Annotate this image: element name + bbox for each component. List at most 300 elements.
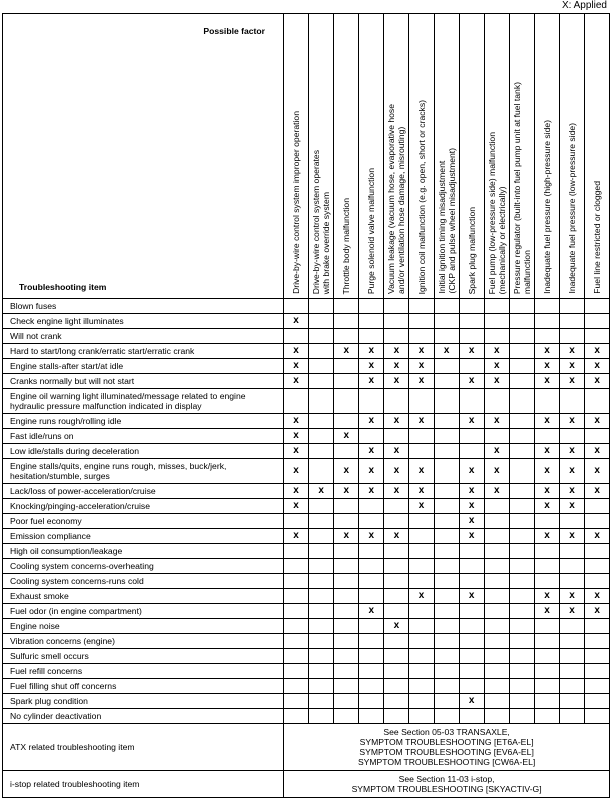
factor-label: Inadequate fuel pressure (low-pressure side) bbox=[567, 123, 578, 294]
applied-mark: x bbox=[334, 529, 359, 544]
applied-mark: x bbox=[585, 589, 610, 604]
empty-cell bbox=[434, 619, 459, 634]
empty-cell bbox=[484, 314, 509, 329]
troubleshooting-item-label: Fast idle/runs on bbox=[3, 429, 284, 444]
troubleshooting-item-label: Exhaust smoke bbox=[3, 589, 284, 604]
applied-mark: x bbox=[459, 529, 484, 544]
factor-label: Fuel pump (low-pressure side) malfunction (mechanically or electrically) bbox=[486, 131, 507, 294]
empty-cell bbox=[434, 544, 459, 559]
empty-cell bbox=[409, 389, 434, 414]
empty-cell bbox=[484, 694, 509, 709]
empty-cell bbox=[409, 329, 434, 344]
possible-factor-heading: Possible factor bbox=[203, 26, 265, 36]
reference-item-label: ATX related troubleshooting item bbox=[3, 724, 284, 771]
empty-cell bbox=[560, 514, 585, 529]
applied-mark: x bbox=[409, 499, 434, 514]
empty-cell bbox=[434, 664, 459, 679]
empty-cell bbox=[309, 314, 334, 329]
table-row bbox=[3, 649, 610, 664]
empty-cell bbox=[309, 574, 334, 589]
empty-cell bbox=[509, 634, 534, 649]
troubleshooting-item-label: Fuel refill concerns bbox=[3, 664, 284, 679]
empty-cell bbox=[509, 559, 534, 574]
applied-mark: x bbox=[585, 374, 610, 389]
empty-cell bbox=[459, 314, 484, 329]
empty-cell bbox=[309, 619, 334, 634]
reference-item-label: i-stop related troubleshooting item bbox=[3, 771, 284, 798]
applied-mark: x bbox=[484, 374, 509, 389]
applied-mark: x bbox=[484, 359, 509, 374]
empty-cell bbox=[359, 429, 384, 444]
applied-mark: x bbox=[459, 374, 484, 389]
applied-mark: x bbox=[560, 604, 585, 619]
empty-cell bbox=[434, 529, 459, 544]
applied-mark: x bbox=[359, 444, 384, 459]
empty-cell bbox=[484, 634, 509, 649]
empty-cell bbox=[509, 299, 534, 314]
empty-cell bbox=[384, 499, 409, 514]
empty-cell bbox=[509, 499, 534, 514]
empty-cell bbox=[585, 709, 610, 724]
empty-cell bbox=[309, 559, 334, 574]
empty-cell bbox=[434, 484, 459, 499]
empty-cell bbox=[484, 529, 509, 544]
empty-cell bbox=[509, 574, 534, 589]
applied-mark: x bbox=[434, 344, 459, 359]
factor-header-6 bbox=[409, 14, 434, 299]
factor-label: Vacuum leakage (vacuum hose, evaporative hose and/or ventilation hose damage, misrouting) bbox=[386, 104, 407, 294]
applied-mark: x bbox=[384, 619, 409, 634]
empty-cell bbox=[309, 679, 334, 694]
empty-cell bbox=[585, 619, 610, 634]
applied-mark: x bbox=[560, 359, 585, 374]
troubleshooting-item-label: Will not crank bbox=[3, 329, 284, 344]
empty-cell bbox=[585, 514, 610, 529]
empty-cell bbox=[284, 619, 309, 634]
applied-mark: x bbox=[284, 359, 309, 374]
empty-cell bbox=[509, 329, 534, 344]
empty-cell bbox=[560, 329, 585, 344]
empty-cell bbox=[459, 359, 484, 374]
table-row bbox=[3, 344, 610, 359]
empty-cell bbox=[359, 694, 384, 709]
empty-cell bbox=[334, 679, 359, 694]
empty-cell bbox=[534, 574, 559, 589]
applied-mark: x bbox=[384, 414, 409, 429]
empty-cell bbox=[509, 429, 534, 444]
empty-cell bbox=[459, 574, 484, 589]
empty-cell bbox=[459, 619, 484, 634]
empty-cell bbox=[284, 574, 309, 589]
factor-label: Pressure regulator (built-into fuel pump unit at fuel tank) malfunction bbox=[511, 81, 532, 294]
applied-mark: x bbox=[359, 604, 384, 619]
empty-cell bbox=[585, 499, 610, 514]
empty-cell bbox=[534, 679, 559, 694]
empty-cell bbox=[459, 444, 484, 459]
empty-cell bbox=[309, 414, 334, 429]
empty-cell bbox=[560, 389, 585, 414]
empty-cell bbox=[334, 709, 359, 724]
empty-cell bbox=[534, 329, 559, 344]
empty-cell bbox=[384, 429, 409, 444]
empty-cell bbox=[359, 679, 384, 694]
troubleshooting-item-label: Engine runs rough/rolling idle bbox=[3, 414, 284, 429]
empty-cell bbox=[409, 544, 434, 559]
factor-label: Drive-by-wire control system improper operation bbox=[291, 111, 302, 294]
applied-mark: x bbox=[459, 694, 484, 709]
empty-cell bbox=[334, 299, 359, 314]
empty-cell bbox=[509, 664, 534, 679]
empty-cell bbox=[309, 499, 334, 514]
corner-cell bbox=[3, 14, 284, 299]
empty-cell bbox=[384, 649, 409, 664]
empty-cell bbox=[309, 329, 334, 344]
empty-cell bbox=[434, 414, 459, 429]
empty-cell bbox=[359, 299, 384, 314]
troubleshooting-matrix bbox=[2, 13, 610, 798]
empty-cell bbox=[309, 709, 334, 724]
empty-cell bbox=[334, 514, 359, 529]
factor-header-2 bbox=[309, 14, 334, 299]
applied-mark: x bbox=[484, 444, 509, 459]
empty-cell bbox=[309, 299, 334, 314]
applied-mark: x bbox=[459, 514, 484, 529]
empty-cell bbox=[509, 374, 534, 389]
troubleshooting-item-label: Cranks normally but will not start bbox=[3, 374, 284, 389]
applied-mark: x bbox=[459, 484, 484, 499]
empty-cell bbox=[334, 374, 359, 389]
factor-header-8 bbox=[459, 14, 484, 299]
applied-mark: x bbox=[534, 374, 559, 389]
empty-cell bbox=[459, 299, 484, 314]
applied-mark: x bbox=[459, 344, 484, 359]
empty-cell bbox=[509, 414, 534, 429]
empty-cell bbox=[459, 664, 484, 679]
empty-cell bbox=[484, 619, 509, 634]
empty-cell bbox=[585, 299, 610, 314]
empty-cell bbox=[284, 559, 309, 574]
applied-mark: x bbox=[359, 359, 384, 374]
applied-mark: x bbox=[585, 459, 610, 484]
empty-cell bbox=[509, 619, 534, 634]
table-row bbox=[3, 634, 610, 649]
empty-cell bbox=[284, 634, 309, 649]
empty-cell bbox=[434, 299, 459, 314]
troubleshooting-item-label: Fuel odor (in engine compartment) bbox=[3, 604, 284, 619]
reference-row bbox=[3, 724, 610, 771]
empty-cell bbox=[459, 649, 484, 664]
empty-cell bbox=[585, 574, 610, 589]
applied-mark: x bbox=[359, 344, 384, 359]
applied-mark: x bbox=[585, 344, 610, 359]
applied-mark: x bbox=[459, 589, 484, 604]
applied-mark: x bbox=[585, 529, 610, 544]
empty-cell bbox=[534, 694, 559, 709]
empty-cell bbox=[560, 559, 585, 574]
empty-cell bbox=[585, 649, 610, 664]
empty-cell bbox=[384, 514, 409, 529]
empty-cell bbox=[434, 694, 459, 709]
empty-cell bbox=[409, 709, 434, 724]
applied-mark: x bbox=[384, 484, 409, 499]
empty-cell bbox=[309, 604, 334, 619]
applied-mark: x bbox=[359, 484, 384, 499]
empty-cell bbox=[284, 329, 309, 344]
empty-cell bbox=[284, 544, 309, 559]
troubleshooting-item-label: Engine stalls-after start/at idle bbox=[3, 359, 284, 374]
empty-cell bbox=[585, 679, 610, 694]
table-row bbox=[3, 544, 610, 559]
applied-mark: x bbox=[560, 459, 585, 484]
factor-label: Fuel line restricted or clogged bbox=[592, 181, 603, 294]
empty-cell bbox=[484, 574, 509, 589]
applied-mark: x bbox=[484, 484, 509, 499]
empty-cell bbox=[534, 649, 559, 664]
applied-mark: x bbox=[409, 589, 434, 604]
reference-text: See Section 05-03 TRANSAXLE, SYMPTOM TROUBLESHOOTING [ET6A-EL] SYMPTOM TROUBLESHOOTING [EV6A-EL] SYMPTOM TROUBLESHOOTING [CW6A-EL] bbox=[284, 724, 610, 771]
empty-cell bbox=[359, 329, 384, 344]
empty-cell bbox=[434, 709, 459, 724]
empty-cell bbox=[334, 559, 359, 574]
empty-cell bbox=[459, 389, 484, 414]
empty-cell bbox=[509, 314, 534, 329]
empty-cell bbox=[359, 664, 384, 679]
table-row bbox=[3, 359, 610, 374]
applied-mark: x bbox=[560, 484, 585, 499]
empty-cell bbox=[509, 649, 534, 664]
table-row bbox=[3, 374, 610, 389]
empty-cell bbox=[409, 619, 434, 634]
factor-header-12 bbox=[560, 14, 585, 299]
empty-cell bbox=[309, 649, 334, 664]
applied-mark: x bbox=[560, 499, 585, 514]
empty-cell bbox=[534, 389, 559, 414]
empty-cell bbox=[359, 709, 384, 724]
empty-cell bbox=[434, 314, 459, 329]
applied-mark: x bbox=[409, 344, 434, 359]
empty-cell bbox=[459, 709, 484, 724]
empty-cell bbox=[585, 559, 610, 574]
empty-cell bbox=[334, 634, 359, 649]
empty-cell bbox=[359, 499, 384, 514]
empty-cell bbox=[484, 299, 509, 314]
applied-mark: x bbox=[560, 344, 585, 359]
factor-header-10 bbox=[509, 14, 534, 299]
empty-cell bbox=[509, 459, 534, 484]
table-row bbox=[3, 414, 610, 429]
empty-cell bbox=[284, 389, 309, 414]
table-row bbox=[3, 484, 610, 499]
table-row bbox=[3, 329, 610, 344]
empty-cell bbox=[359, 314, 384, 329]
empty-cell bbox=[484, 429, 509, 444]
applied-mark: x bbox=[359, 459, 384, 484]
empty-cell bbox=[409, 299, 434, 314]
applied-mark: x bbox=[484, 344, 509, 359]
applied-mark: x bbox=[334, 344, 359, 359]
applied-mark: x bbox=[284, 314, 309, 329]
applied-mark: x bbox=[534, 459, 559, 484]
empty-cell bbox=[534, 619, 559, 634]
troubleshooting-item-label: Vibration concerns (engine) bbox=[3, 634, 284, 649]
troubleshooting-item-label: Check engine light illuminates bbox=[3, 314, 284, 329]
empty-cell bbox=[534, 664, 559, 679]
empty-cell bbox=[585, 329, 610, 344]
empty-cell bbox=[409, 559, 434, 574]
troubleshooting-item-label: Knocking/pinging-acceleration/cruise bbox=[3, 499, 284, 514]
troubleshooting-item-label: Cooling system concerns-runs cold bbox=[3, 574, 284, 589]
empty-cell bbox=[309, 634, 334, 649]
troubleshooting-item-label: Engine oil warning light illuminated/message related to engine hydraulic pressure malfunction indicated in display bbox=[3, 389, 284, 414]
table-row bbox=[3, 314, 610, 329]
table-row bbox=[3, 389, 610, 414]
empty-cell bbox=[384, 544, 409, 559]
empty-cell bbox=[534, 429, 559, 444]
empty-cell bbox=[309, 544, 334, 559]
empty-cell bbox=[534, 634, 559, 649]
empty-cell bbox=[484, 604, 509, 619]
empty-cell bbox=[409, 694, 434, 709]
applied-mark: x bbox=[334, 459, 359, 484]
empty-cell bbox=[509, 484, 534, 499]
empty-cell bbox=[509, 694, 534, 709]
empty-cell bbox=[534, 544, 559, 559]
empty-cell bbox=[384, 589, 409, 604]
empty-cell bbox=[484, 559, 509, 574]
applied-mark: x bbox=[284, 529, 309, 544]
table-row bbox=[3, 679, 610, 694]
empty-cell bbox=[309, 459, 334, 484]
applied-mark: x bbox=[359, 529, 384, 544]
empty-cell bbox=[509, 604, 534, 619]
factor-header-1 bbox=[284, 14, 309, 299]
applied-mark: x bbox=[534, 589, 559, 604]
empty-cell bbox=[359, 589, 384, 604]
troubleshooting-item-label: Engine noise bbox=[3, 619, 284, 634]
troubleshooting-item-label: Engine stalls/quits, engine runs rough, misses, buck/jerk, hesitation/stumble, surges bbox=[3, 459, 284, 484]
applied-mark: x bbox=[309, 484, 334, 499]
applied-mark: x bbox=[284, 459, 309, 484]
empty-cell bbox=[334, 444, 359, 459]
troubleshooting-item-label: Fuel filling shut off concerns bbox=[3, 679, 284, 694]
empty-cell bbox=[585, 314, 610, 329]
applied-mark: x bbox=[534, 444, 559, 459]
applied-mark: x bbox=[534, 484, 559, 499]
troubleshooting-item-heading: Troubleshooting item bbox=[19, 282, 107, 292]
empty-cell bbox=[434, 574, 459, 589]
factor-label: Spark plug malfunction bbox=[466, 206, 477, 294]
empty-cell bbox=[359, 389, 384, 414]
table-row bbox=[3, 559, 610, 574]
empty-cell bbox=[409, 514, 434, 529]
empty-cell bbox=[409, 529, 434, 544]
factor-header-13 bbox=[585, 14, 610, 299]
factor-header-7 bbox=[434, 14, 459, 299]
table-row bbox=[3, 619, 610, 634]
applied-mark: x bbox=[534, 414, 559, 429]
empty-cell bbox=[560, 679, 585, 694]
empty-cell bbox=[434, 679, 459, 694]
empty-cell bbox=[434, 389, 459, 414]
applied-mark: x bbox=[384, 459, 409, 484]
empty-cell bbox=[284, 709, 309, 724]
empty-cell bbox=[459, 544, 484, 559]
factor-label: Inadequate fuel pressure (high-pressure side) bbox=[541, 120, 552, 294]
empty-cell bbox=[384, 329, 409, 344]
empty-cell bbox=[484, 709, 509, 724]
troubleshooting-item-label: Cooling system concerns-overheating bbox=[3, 559, 284, 574]
applied-mark: x bbox=[459, 459, 484, 484]
table-row bbox=[3, 664, 610, 679]
empty-cell bbox=[309, 514, 334, 529]
empty-cell bbox=[334, 589, 359, 604]
applied-mark: x bbox=[409, 484, 434, 499]
empty-cell bbox=[534, 559, 559, 574]
empty-cell bbox=[534, 514, 559, 529]
applied-mark: x bbox=[534, 344, 559, 359]
empty-cell bbox=[434, 649, 459, 664]
applied-mark: x bbox=[585, 444, 610, 459]
empty-cell bbox=[509, 344, 534, 359]
troubleshooting-item-label: Sulfuric smell occurs bbox=[3, 649, 284, 664]
empty-cell bbox=[459, 559, 484, 574]
empty-cell bbox=[409, 444, 434, 459]
troubleshooting-item-label: Lack/loss of power-acceleration/cruise bbox=[3, 484, 284, 499]
empty-cell bbox=[359, 514, 384, 529]
applied-mark: x bbox=[384, 444, 409, 459]
empty-cell bbox=[509, 444, 534, 459]
empty-cell bbox=[434, 359, 459, 374]
empty-cell bbox=[560, 314, 585, 329]
applied-mark: x bbox=[585, 604, 610, 619]
applied-mark: x bbox=[585, 484, 610, 499]
empty-cell bbox=[484, 544, 509, 559]
applied-mark: x bbox=[384, 359, 409, 374]
troubleshooting-item-label: Blown fuses bbox=[3, 299, 284, 314]
table-row bbox=[3, 529, 610, 544]
applied-mark: x bbox=[560, 414, 585, 429]
empty-cell bbox=[384, 679, 409, 694]
empty-cell bbox=[334, 499, 359, 514]
empty-cell bbox=[484, 664, 509, 679]
applied-mark: x bbox=[284, 374, 309, 389]
empty-cell bbox=[284, 694, 309, 709]
empty-cell bbox=[409, 664, 434, 679]
factor-header-5 bbox=[384, 14, 409, 299]
empty-cell bbox=[434, 589, 459, 604]
empty-cell bbox=[334, 359, 359, 374]
factor-header-4 bbox=[359, 14, 384, 299]
table-row bbox=[3, 514, 610, 529]
empty-cell bbox=[459, 634, 484, 649]
empty-cell bbox=[334, 544, 359, 559]
legend-applied: X: Applied bbox=[561, 0, 607, 11]
empty-cell bbox=[334, 694, 359, 709]
applied-mark: x bbox=[534, 529, 559, 544]
empty-cell bbox=[509, 709, 534, 724]
applied-mark: x bbox=[560, 589, 585, 604]
empty-cell bbox=[484, 499, 509, 514]
empty-cell bbox=[334, 414, 359, 429]
empty-cell bbox=[459, 604, 484, 619]
troubleshooting-item-label: Spark plug condition bbox=[3, 694, 284, 709]
empty-cell bbox=[284, 299, 309, 314]
applied-mark: x bbox=[334, 484, 359, 499]
empty-cell bbox=[409, 429, 434, 444]
applied-mark: x bbox=[284, 499, 309, 514]
empty-cell bbox=[434, 634, 459, 649]
empty-cell bbox=[309, 444, 334, 459]
